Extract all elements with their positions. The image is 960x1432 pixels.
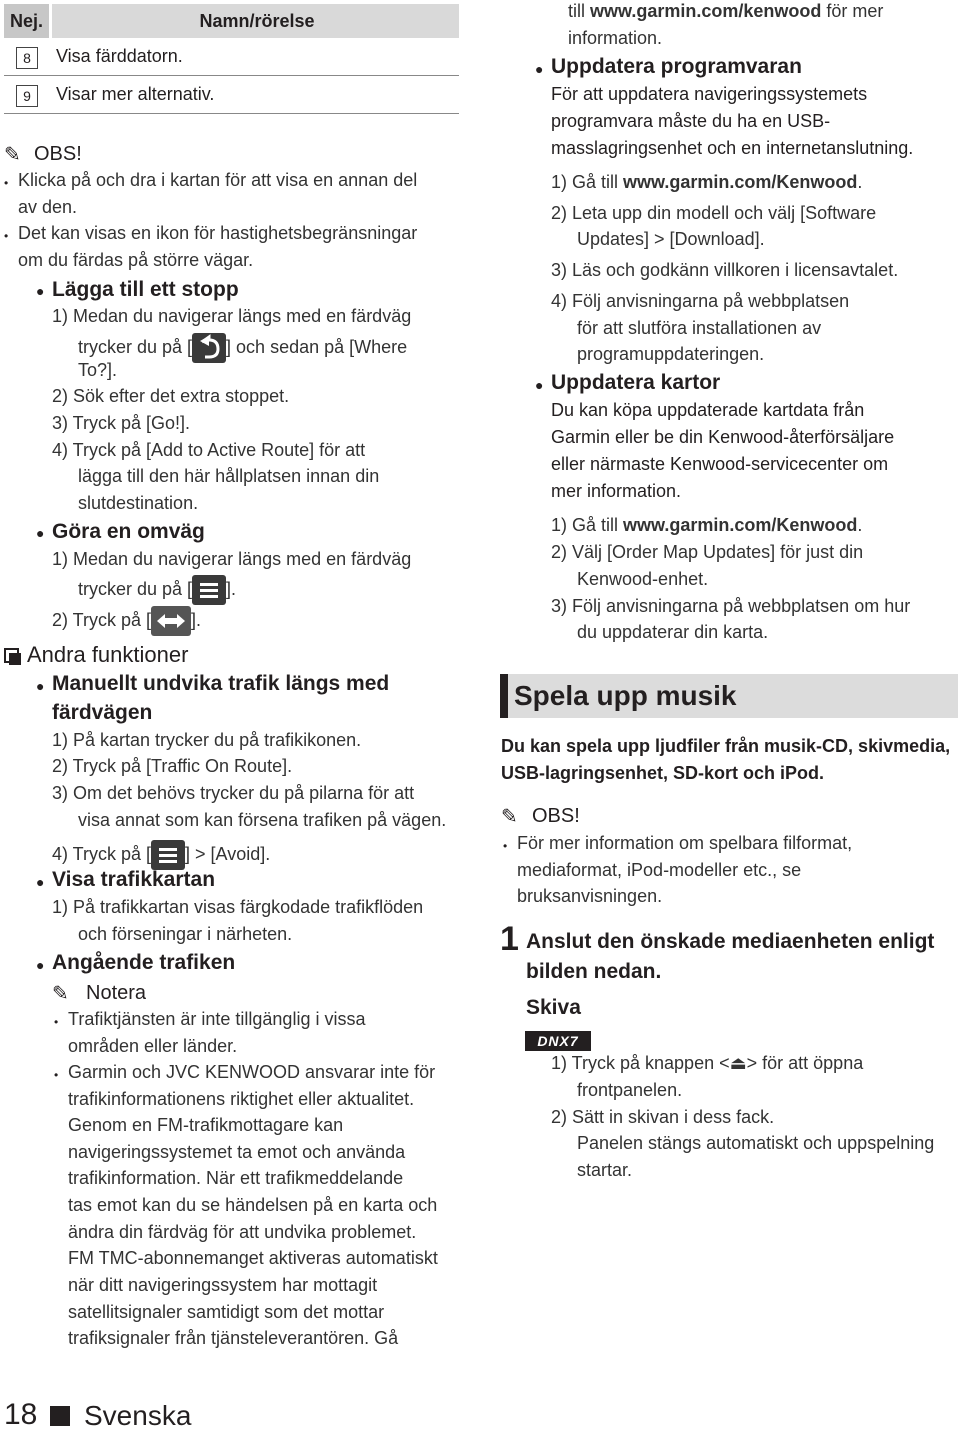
note-heading: Notera xyxy=(86,982,147,1004)
note-text: Trafiktjänsten är inte tillgänglig i vissa xyxy=(68,1009,366,1029)
disc-heading: Skiva xyxy=(526,996,581,1019)
about-traffic-title: Angående trafiken xyxy=(52,951,236,974)
step-text: 3) Följ anvisningarna på webbplatsen om hur xyxy=(551,596,911,616)
obs-text: av den. xyxy=(18,197,78,217)
pencil-icon: ✎ xyxy=(4,144,21,166)
step-text: 2) Välj [Order Map Updates] för just din xyxy=(551,542,864,562)
step-text xyxy=(551,515,862,536)
text-part: 1) Gå till xyxy=(551,172,624,192)
step-text: 2) Sätt in skivan i dess fack. xyxy=(551,1107,775,1127)
pencil-icon: ✎ xyxy=(52,983,69,1005)
text-part: > för att öppna xyxy=(746,1053,864,1073)
menu-icon xyxy=(151,840,185,870)
step-text: programuppdateringen. xyxy=(577,344,765,364)
step-heading: Anslut den önskade mediaenheten enligt xyxy=(526,930,935,953)
model-badge: DNX7 xyxy=(525,1031,591,1051)
step-text xyxy=(52,840,270,870)
step-text: Updates] > [Download]. xyxy=(577,229,765,249)
text-part: till xyxy=(568,1,590,21)
step-text-part: trycker du på [ xyxy=(78,578,193,599)
obs-text: Klicka på och dra i kartan för att visa en annan del xyxy=(18,170,418,190)
step-text: 3) Läs och godkänn villkoren i licensavtalet. xyxy=(551,260,899,280)
language-label: Svenska xyxy=(84,1400,192,1431)
bullet-icon: • xyxy=(54,1015,59,1029)
step-text: du uppdaterar din karta. xyxy=(577,622,769,642)
desc-text: För att uppdatera navigeringssystemets xyxy=(551,84,868,104)
step-text-part: ] och sedan på [Where xyxy=(226,336,408,357)
step-number: 1 xyxy=(500,920,519,958)
step-text: Panelen stängs automatiskt och uppspelning xyxy=(577,1133,935,1153)
step-text: för att slutföra installationen av xyxy=(577,318,822,338)
bullet-icon: • xyxy=(503,839,508,853)
step-text: startar. xyxy=(577,1160,633,1180)
note-text: satellitsignaler samtidigt som det mottar xyxy=(68,1302,385,1322)
note-text: navigeringssystemet ta emot och använda xyxy=(68,1142,406,1162)
step-text: 2) Sök efter det extra stoppet. xyxy=(52,386,290,406)
other-functions-heading: Andra funktioner xyxy=(27,642,189,667)
page-number: 18 xyxy=(4,1398,38,1431)
step-text: 3) Om det behövs trycker du på pilarna för att xyxy=(52,783,415,803)
desc-text: mer information. xyxy=(551,481,682,501)
note-text: Garmin och JVC KENWOOD ansvarar inte för xyxy=(68,1062,436,1082)
note-text: när ditt navigeringssystem har mottagit xyxy=(68,1275,378,1295)
bullet-icon: ● xyxy=(36,678,45,694)
update-maps-title: Uppdatera kartor xyxy=(551,371,721,394)
eject-icon: ⏏ xyxy=(729,1053,747,1073)
obs-text: För mer information om spelbara filformat, xyxy=(517,833,853,853)
step-text: frontpanelen. xyxy=(577,1080,683,1100)
step-text: 1) På trafikkartan visas färgkodade trafikflöden xyxy=(52,897,424,917)
step-text-part: trycker du på [ xyxy=(78,336,193,357)
obs-text: om du färdas på större vägar. xyxy=(18,250,254,270)
step-text-part: ]. xyxy=(191,609,202,630)
garmin-link[interactable]: www.garmin.com/Kenwood xyxy=(623,515,858,535)
step-text-part: 4) Tryck på [ xyxy=(52,843,152,864)
table-header-number: Nej. xyxy=(4,4,52,38)
section-square-icon xyxy=(4,648,19,663)
note-text: trafikinformationens riktighet eller aktualitet. xyxy=(68,1089,415,1109)
bullet-icon: ● xyxy=(36,874,45,890)
note-text: områden eller länder. xyxy=(68,1036,238,1056)
step-text: slutdestination. xyxy=(78,493,199,513)
update-software-title: Uppdatera programvaran xyxy=(551,55,802,78)
garmin-link[interactable]: www.garmin.com/kenwood xyxy=(590,1,822,21)
step-text xyxy=(52,606,201,636)
obs-text: bruksanvisningen. xyxy=(517,886,663,906)
note-text: tas emot kan du se händelsen på en karta och xyxy=(68,1195,438,1215)
intro-text: USB-lagringsenhet, SD-kort och iPod. xyxy=(501,763,825,783)
step-text: 2) Tryck på [Traffic On Route]. xyxy=(52,756,293,776)
detour-title: Göra en omväg xyxy=(52,520,205,543)
step-text-part: 2) Tryck på [ xyxy=(52,609,152,630)
table-row xyxy=(4,76,459,114)
step-text: lägga till den här hållplatsen innan din xyxy=(78,466,380,486)
step-text xyxy=(78,333,407,363)
desc-text: Garmin eller be din Kenwood-återförsäljare xyxy=(551,427,895,447)
step-text: och förseningar i närheten. xyxy=(78,924,293,944)
section-banner xyxy=(500,674,958,718)
desc-text: masslagringsenhet och en internetanslutning. xyxy=(551,138,914,158)
step-text: 1) Medan du navigerar längs med en färdväg xyxy=(52,306,412,326)
intro-text: Du kan spela upp ljudfiler från musik-CD, skivmedia, xyxy=(501,736,951,756)
back-arrow-icon xyxy=(192,333,226,363)
step-text: To?]. xyxy=(78,360,118,380)
section-title: Spela upp musik xyxy=(514,680,737,711)
bullet-icon: • xyxy=(4,176,9,190)
bullet-icon: ● xyxy=(535,377,544,393)
step-text: 1) På kartan trycker du på trafikikonen. xyxy=(52,730,362,750)
add-stop-title: Lägga till ett stopp xyxy=(52,278,239,301)
obs-text: mediaformat, iPod-modeller etc., se xyxy=(517,860,802,880)
step-text: 1) Medan du navigerar längs med en färdväg xyxy=(52,549,412,569)
note-text: Genom en FM-trafikmottagare kan xyxy=(68,1115,344,1135)
step-text xyxy=(551,172,862,193)
note-text: trafikinformation. När ett trafikmeddelande xyxy=(68,1168,404,1188)
continued-text xyxy=(568,1,883,22)
row-number: 8 xyxy=(16,47,38,69)
obs-heading: OBS! xyxy=(34,143,82,165)
bullet-icon: ● xyxy=(36,525,45,541)
text-part: . xyxy=(857,172,863,192)
obs-heading: OBS! xyxy=(532,805,580,827)
row-text: Visar mer alternativ. xyxy=(56,84,215,104)
bullet-icon: • xyxy=(4,229,9,243)
step-text: visa annat som kan försena trafiken på vägen. xyxy=(78,810,447,830)
banner-bar xyxy=(500,674,508,718)
text-part: för mer xyxy=(821,1,884,21)
garmin-link[interactable]: www.garmin.com/Kenwood xyxy=(623,172,858,192)
traffic-map-title: Visa trafikkartan xyxy=(52,868,216,891)
text-part: . xyxy=(857,515,863,535)
step-text: 3) Tryck på [Go!]. xyxy=(52,413,191,433)
step-text: 4) Tryck på [Add to Active Route] för att xyxy=(52,440,366,460)
note-text: ändra din färdväg för att undvika problemet. xyxy=(68,1222,417,1242)
controls-table xyxy=(4,4,459,114)
step-text-part: ] > [Avoid]. xyxy=(185,843,271,864)
desc-text: Du kan köpa uppdaterade kartdata från xyxy=(551,400,865,420)
step-heading: bilden nedan. xyxy=(526,960,662,983)
table-header-name: Namn/rörelse xyxy=(199,11,315,31)
bullet-icon: ● xyxy=(36,283,45,299)
step-text-part: ]. xyxy=(226,578,237,599)
bullet-icon: ● xyxy=(36,957,45,973)
continued-text: information. xyxy=(568,28,663,48)
row-number: 9 xyxy=(16,85,38,107)
text-part: 1) Tryck på knappen < xyxy=(551,1053,730,1073)
obs-text: Det kan visas en ikon för hastighetsbegränsningar xyxy=(18,223,418,243)
step-text: Kenwood-enhet. xyxy=(577,569,709,589)
square-icon xyxy=(50,1406,70,1426)
step-text xyxy=(551,1053,863,1074)
row-text: Visa färddatorn. xyxy=(56,46,183,66)
table-row xyxy=(4,38,459,76)
pencil-icon: ✎ xyxy=(501,806,518,828)
step-text: 2) Leta upp din modell och välj [Software xyxy=(551,203,877,223)
menu-icon xyxy=(192,575,226,605)
table-header xyxy=(4,4,459,38)
note-text: trafiksignaler från tjänsteleverantören. Gå xyxy=(68,1328,399,1348)
bullet-icon: ● xyxy=(535,61,544,77)
text-part: 1) Gå till xyxy=(551,515,624,535)
step-text: 4) Följ anvisningarna på webbplatsen xyxy=(551,291,850,311)
desc-text: programvara måste du ha en USB- xyxy=(551,111,831,131)
step-text xyxy=(78,575,236,605)
avoid-traffic-title: Manuellt undvika trafik längs med xyxy=(52,672,390,695)
note-text: FM TMC-abonnemanget aktiveras automatiskt xyxy=(68,1248,438,1268)
bullet-icon: • xyxy=(54,1068,59,1082)
desc-text: eller närmaste Kenwood-servicecenter om xyxy=(551,454,889,474)
detour-arrows-icon xyxy=(151,606,191,636)
avoid-traffic-title: färdvägen xyxy=(52,701,153,724)
